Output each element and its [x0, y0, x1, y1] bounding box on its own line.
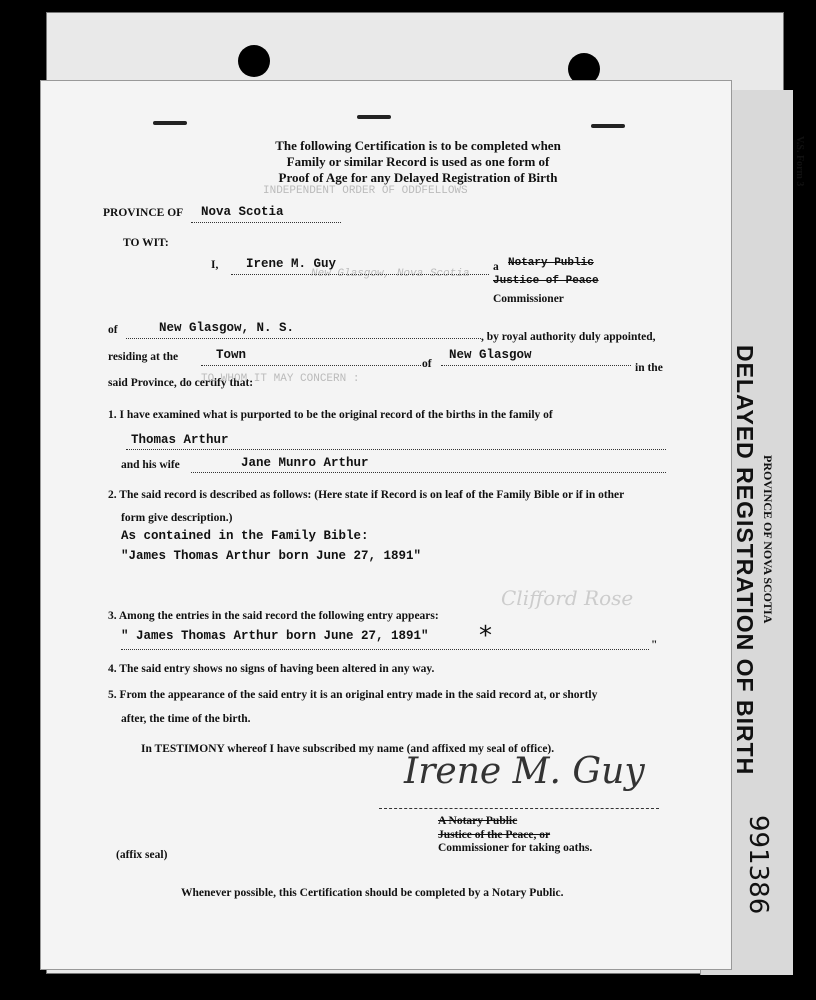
testimony-text: In TESTIMONY whereof I have subscribed my name (and affixed my seal of office). — [141, 743, 555, 755]
certifier-name: Irene M. Guy — [246, 257, 337, 271]
item-1-text: 1. I have examined what is purported to be the original record of the births in the family of — [108, 409, 553, 421]
item-2-text: 2. The said record is described as follows: (Here state if Record is on leaf of the Family Bible or if in other — [108, 489, 625, 501]
fill-line — [126, 338, 481, 339]
authority-text: , by royal authority duly appointed, — [481, 331, 656, 343]
handwritten-number: 991386 — [743, 815, 773, 915]
bleed-through-text: New Glasgow, Nova Scotia — [311, 268, 470, 280]
punch-hole — [238, 45, 270, 77]
form-header — [253, 138, 583, 186]
of-value: New Glasgow, N. S. — [159, 321, 295, 335]
province-label: PROVINCE OF — [103, 207, 184, 219]
fill-line — [191, 222, 341, 223]
record-description-entry: "James Thomas Arthur born June 27, 1891" — [121, 549, 422, 563]
signature-line — [379, 808, 659, 809]
header-line: Proof of Age for any Delayed Registration of Birth — [278, 170, 558, 185]
fill-line — [231, 274, 489, 275]
side-province: PROVINCE OF NOVA SCOTIA — [761, 455, 775, 624]
to-wit-label: TO WIT: — [123, 237, 169, 249]
entry-value: " James Thomas Arthur born June 27, 1891" — [121, 629, 429, 643]
form-code: V.S. Form 3 — [794, 136, 805, 187]
side-title: DELAYED REGISTRATION OF BIRTH — [732, 345, 758, 776]
certification-form — [40, 80, 732, 970]
fastener-mark — [357, 115, 391, 119]
a-label: a — [493, 261, 499, 273]
asterisk-mark: * — [479, 621, 492, 651]
i-label: I, — [211, 259, 219, 271]
bleed-through-text: INDEPENDENT ORDER OF ODDFELLOWS — [263, 185, 468, 197]
item-5-text-cont: after, the time of the birth. — [121, 713, 251, 725]
fill-line — [126, 449, 666, 450]
of-label-2: of — [422, 358, 432, 370]
close-quote: " — [651, 639, 658, 651]
fill-line — [121, 649, 649, 650]
of-label: of — [108, 324, 118, 336]
struck-title: Justice of Peace — [493, 275, 599, 287]
commissioner-option: Commissioner for taking oaths. — [438, 842, 593, 854]
wife-value: Jane Munro Arthur — [241, 456, 369, 470]
footer-note: Whenever possible, this Certification should be completed by a Notary Public. — [181, 887, 564, 899]
item-5-text: 5. From the appearance of the said entry it is an original entry made in the said record at, or shortly — [108, 689, 598, 701]
notary-option: A Notary Public — [438, 815, 518, 827]
said-province-text: said Province, do certify that: — [108, 377, 254, 389]
commissioner-label: Commissioner — [493, 293, 564, 305]
header-line: The following Certification is to be completed when — [275, 138, 561, 153]
family-value: Thomas Arthur — [131, 433, 229, 447]
affix-seal-label: (affix seal) — [116, 849, 168, 861]
province-value: Nova Scotia — [201, 205, 284, 219]
record-description: As contained in the Family Bible: — [121, 529, 369, 543]
fastener-mark — [591, 124, 625, 128]
in-the-label: in the — [635, 362, 663, 374]
of-value-2: New Glasgow — [449, 348, 532, 362]
wife-label: and his wife — [121, 459, 180, 471]
signature: Irene M. Guy — [404, 751, 645, 792]
item-2-text-cont: form give description.) — [121, 512, 233, 524]
item-4-text: 4. The said entry shows no signs of having been altered in any way. — [108, 663, 435, 675]
residing-value: Town — [216, 348, 247, 362]
header-line: Family or similar Record is used as one form of — [286, 154, 550, 169]
fill-line — [201, 365, 421, 366]
bleed-through-text: TO WHOM IT MAY CONCERN : — [201, 373, 360, 385]
struck-title: Notary Public — [508, 257, 594, 269]
fastener-mark — [153, 121, 187, 125]
item-3-text: 3. Among the entries in the said record the following entry appears: — [108, 610, 439, 622]
residing-label: residing at the — [108, 351, 179, 363]
justice-option: Justice of the Peace, or — [438, 829, 551, 841]
bleed-through-signature: Clifford Rose — [501, 586, 634, 610]
fill-line — [441, 365, 631, 366]
fill-line — [191, 472, 666, 473]
